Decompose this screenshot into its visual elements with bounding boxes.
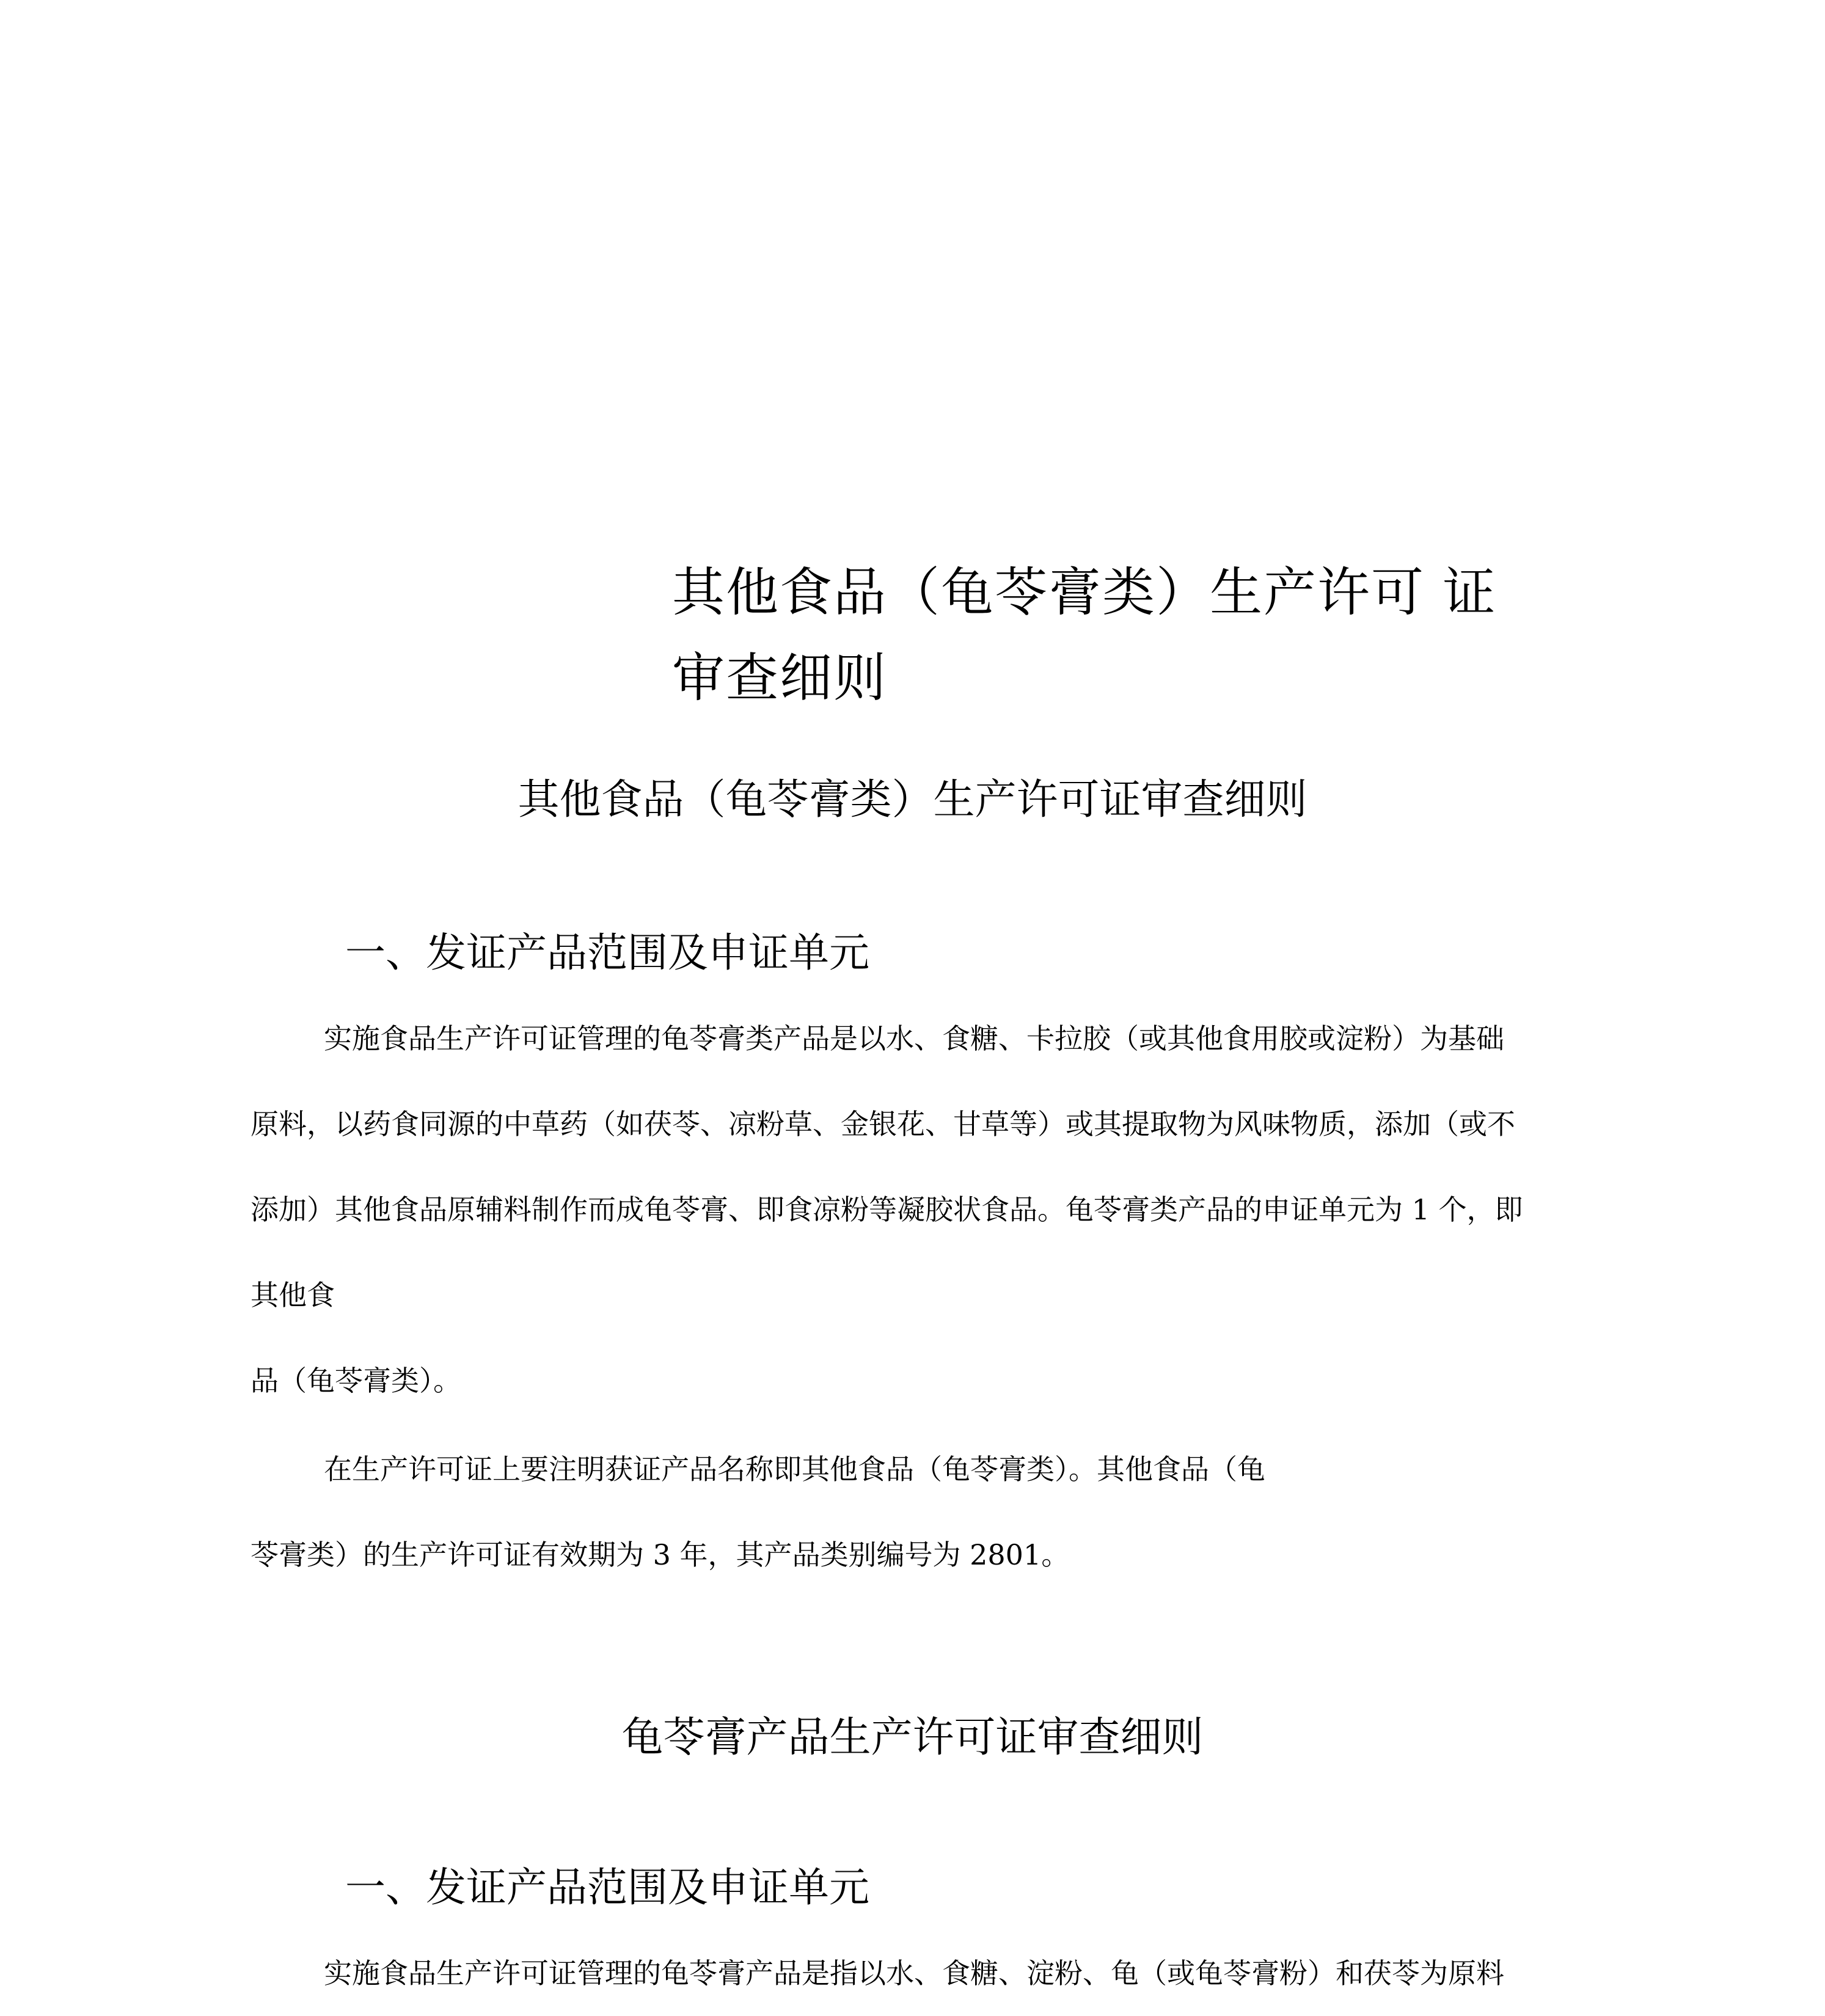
section-2-heading: 一、发证产品范围及申证单元 [345, 1864, 869, 1911]
document-title [672, 550, 1711, 721]
title-line-1: 其他食品（龟苓膏类）生产许可 证 [672, 562, 1497, 623]
paragraph-line: 原料，以药食同源的中草药（如茯苓、凉粉草、金银花、甘草等）或其提取物为风味物质，添加（或不 [251, 1108, 1515, 1141]
paragraph-line: 其他食 [251, 1279, 335, 1312]
paragraph-line: 在生产许可证上要注明获证产品名称即其他食品（龟苓膏类）。其他食品（龟 [324, 1453, 1265, 1486]
subtitle-2: 龟苓膏产品生产许可证审查细则 [621, 1714, 1204, 1762]
paragraph-line: 苓膏类）的生产许可证有效期为 3 年，其产品类别编号为 2801。 [251, 1538, 1070, 1571]
section-1-heading: 一、发证产品范围及申证单元 [345, 929, 869, 976]
paragraph-line: 实施食品生产许可证管理的龟苓膏产品是指以水、食糖、淀粉、龟（或龟苓膏粉）和茯苓为原料 [324, 1957, 1504, 1990]
subtitle-1: 其他食品（龟苓膏类）生产许可证审查细则 [518, 776, 1307, 824]
title-line-2: 审查细则 [672, 648, 887, 709]
paragraph-line: 品（龟苓膏类）。 [251, 1364, 461, 1397]
paragraph-line: 实施食品生产许可证管理的龟苓膏类产品是以水、食糖、卡拉胶（或其他食用胶或淀粉）为基础 [324, 1022, 1504, 1055]
paragraph-line: 添加）其他食品原辅料制作而成龟苓膏、即食凉粉等凝胶状食品。龟苓膏类产品的申证单元为 1 个，即 [251, 1193, 1523, 1226]
